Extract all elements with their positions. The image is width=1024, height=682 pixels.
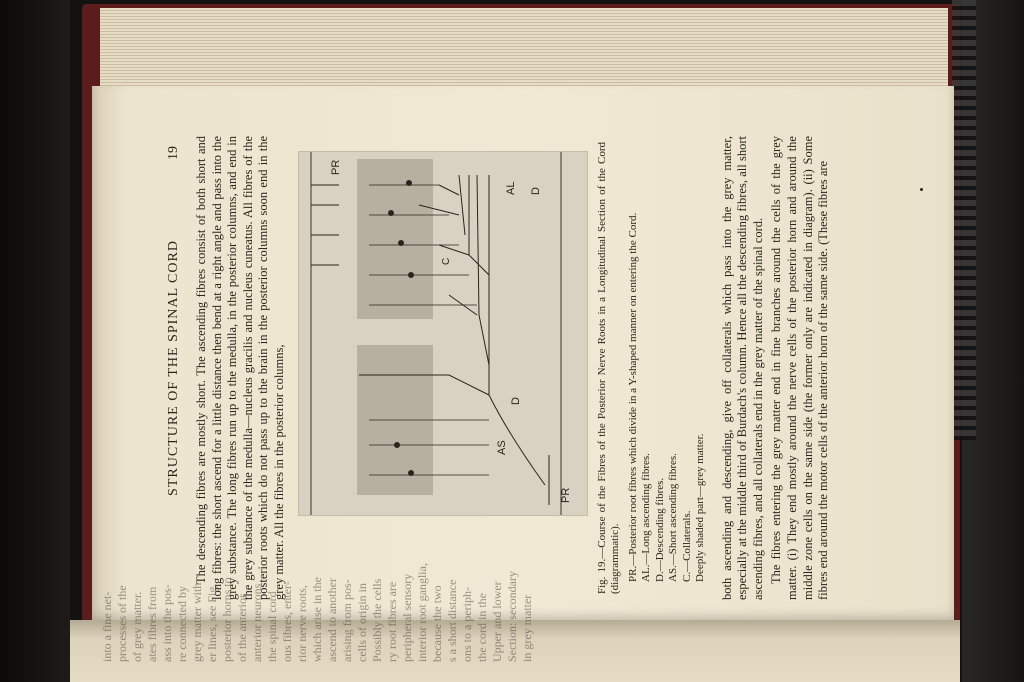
legend-al: AL.—Long ascending fibres. bbox=[640, 453, 653, 582]
legend-d: D.—Descending fibres. bbox=[653, 477, 666, 582]
facing-page-line: ass into the pos- bbox=[160, 584, 174, 662]
facing-page-line: into a fine net- bbox=[100, 591, 114, 662]
facing-page-line: ous fibres, enter- bbox=[280, 581, 294, 662]
page-number: 19 bbox=[166, 146, 181, 160]
facing-page-line: Section: secondary bbox=[505, 571, 519, 662]
facing-page-line: Possibly the cells bbox=[370, 578, 384, 662]
background-left bbox=[0, 0, 70, 682]
facing-page-line: ons to a periph- bbox=[460, 587, 474, 662]
facing-page-line: arising from pos- bbox=[340, 579, 354, 662]
body-after-figure bbox=[720, 136, 832, 600]
facing-page-line: ascend to another bbox=[325, 578, 339, 662]
facing-page-line: er lines, see Fig. bbox=[205, 583, 219, 662]
facing-page-line: of the anterior bbox=[235, 594, 249, 662]
binding-rail bbox=[952, 0, 976, 440]
paragraph-2: both ascending and descending, give off collaterals which pass into the grey matter, especially at the middle third of Burdach's column. Hence all the descending fibres, all short ascending fibres, and all collaterals end in the grey matter of the spinal cord. bbox=[719, 136, 765, 600]
facing-page-line: Upper and lower bbox=[490, 581, 504, 662]
label-pr-bottom: PR bbox=[559, 487, 572, 503]
facing-page bbox=[70, 563, 960, 682]
label-d1: D bbox=[509, 397, 522, 405]
page-mark bbox=[920, 188, 923, 191]
facing-page-line: interior root ganglia, bbox=[415, 563, 429, 662]
label-d2: D bbox=[529, 187, 542, 195]
running-title: STRUCTURE OF THE SPINAL CORD bbox=[166, 240, 181, 496]
caption-title: Fig. 19.—Course of the Fibres of the Posterior Nerve Roots in a Longitudinal Section of the Cord (diagrammatic). bbox=[595, 142, 622, 594]
facing-page-line: in grey matter bbox=[520, 594, 534, 662]
facing-page-line: anterior neurons bbox=[250, 583, 264, 662]
facing-page-line: because the two bbox=[430, 585, 444, 662]
label-al: AL bbox=[504, 181, 517, 195]
facing-page-line: posterior horns to bbox=[220, 577, 234, 662]
label-c: C bbox=[440, 257, 452, 265]
facing-page-line: the spinal cord bbox=[265, 591, 279, 662]
facing-page-line: the cord in the bbox=[475, 593, 489, 662]
facing-page-line: grey matter with bbox=[190, 582, 204, 662]
page-edges bbox=[100, 8, 948, 92]
facing-page-line: ry root fibres are bbox=[385, 581, 399, 662]
facing-page-line: which arise in the bbox=[310, 577, 324, 662]
facing-page-line: s a short distance bbox=[445, 579, 459, 662]
legend-shaded: Deeply shaded part—grey matter. bbox=[694, 433, 707, 582]
facing-page-line: ates fibres from bbox=[145, 586, 159, 662]
facing-page-line: processes of the bbox=[115, 585, 129, 662]
facing-page-text bbox=[100, 122, 690, 662]
facing-page-line: cells of origin in bbox=[355, 583, 369, 662]
label-as: AS bbox=[495, 440, 508, 455]
facing-page-line: of grey matter. bbox=[130, 591, 144, 662]
facing-page-line: peripheral sensory bbox=[400, 573, 414, 662]
paragraph-3: The fibres entering the grey matter end in fine branches around the cells of the grey matter. (i) They end mostly around the nerve cells of the posterior horn and around the middle zone cells on the same side (the former only are indicated in diagram). (ii) Some fibres end around the motor cells of the anterior horn of the same side. (These fibres are bbox=[769, 136, 831, 600]
legend-as: AS.—Short ascending fibres. bbox=[667, 453, 680, 582]
facing-page-line: rior nerve roots, bbox=[295, 585, 309, 662]
label-pr-top: PR bbox=[329, 159, 342, 175]
paragraph-1: The descending fibres are mostly short. The ascending fibres consist of both short and long fibres: the short ascend for a little distance then bend at a right angle and pass into the grey substance. The long fibres run up to the medulla, in the posterior columns, and end in the grey substance of the medulla—nucleus gracilis and nucleus cuneatus. All fibres of the posterior roots which do not pass up to the brain in the posterior columns soon end in the grey matter. All the fibres in the posterior columns, bbox=[194, 136, 286, 600]
legend-pr: PR.—Posterior root fibres which divide in a Y-shaped manner on entering the Cord. bbox=[626, 212, 639, 582]
legend-c: C.—Collaterals. bbox=[680, 510, 693, 582]
facing-page-line: re connected by bbox=[175, 586, 189, 662]
